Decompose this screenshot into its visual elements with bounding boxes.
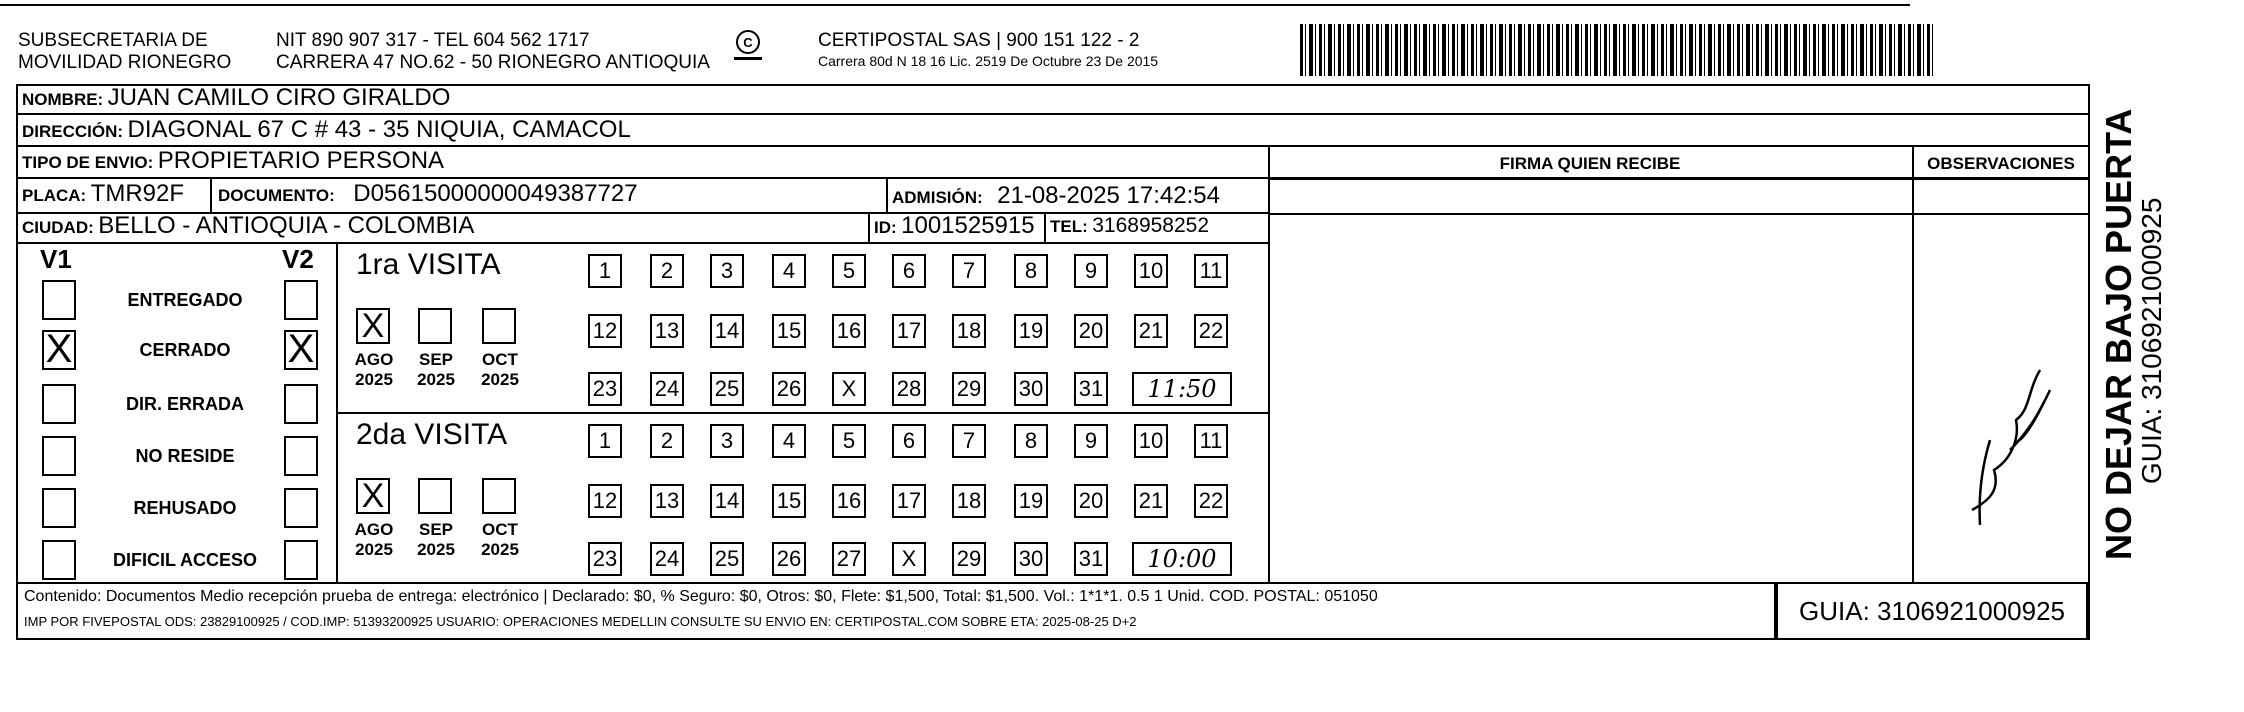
month-label: SEP [418, 350, 454, 369]
firma-label: FIRMA QUIEN RECIBE [1499, 154, 1681, 173]
tel-row [1050, 212, 1209, 242]
courier-line-1: CERTIPOSTAL SAS | 900 151 122 - 2 [818, 30, 1140, 51]
placa-label: PLACA: [22, 186, 87, 205]
visit-title: 2da VISITA [356, 418, 508, 451]
day-box[interactable]: 12 [588, 314, 622, 348]
day-box[interactable]: 15 [772, 484, 806, 518]
day-box[interactable]: 20 [1074, 314, 1108, 348]
documento-label: DOCUMENTO: [218, 186, 335, 205]
v2-checkbox[interactable] [284, 384, 318, 424]
day-box[interactable]: 26 [772, 542, 806, 576]
day-box[interactable]: 2 [650, 254, 684, 288]
reason-label: REHUSADO [133, 498, 237, 518]
year-label: 2025 [355, 370, 393, 389]
rule-sign-body [1268, 213, 2090, 215]
visit-time: 11:50 [1132, 372, 1232, 406]
year-label: 2025 [355, 540, 393, 559]
observaciones-label: OBSERVACIONES [1927, 154, 2075, 173]
reason-label: NO RESIDE [135, 446, 235, 466]
nombre-value: JUAN CAMILO CIRO GIRALDO [107, 84, 451, 111]
day-box[interactable]: 17 [892, 484, 926, 518]
direccion-value: DIAGONAL 67 C # 43 - 35 NIQUIA, CAMACOL [127, 116, 631, 143]
day-box[interactable]: 23 [588, 372, 622, 406]
v1-checkbox[interactable] [42, 488, 76, 528]
tel-label: TEL: [1050, 217, 1088, 236]
day-box[interactable]: 31 [1074, 542, 1108, 576]
v1-checkbox[interactable] [42, 540, 76, 580]
placa-row [22, 180, 184, 211]
day-box[interactable]: 4 [772, 254, 806, 288]
direccion-label: DIRECCIÓN: [22, 122, 124, 141]
day-box[interactable]: 17 [892, 314, 926, 348]
id-value: 1001525915 [901, 212, 1035, 239]
admision-label: ADMISIÓN: [892, 188, 983, 207]
day-box[interactable]: 14 [710, 484, 744, 518]
firma-header [1268, 150, 1912, 179]
entity-line-2: MOVILIDAD RIONEGRO [18, 52, 232, 73]
direccion-row [22, 116, 631, 147]
year-label: 2025 [481, 540, 519, 559]
col-divider-obs [1912, 145, 1914, 582]
year-label: 2025 [481, 370, 519, 389]
day-box[interactable]: 28 [892, 372, 926, 406]
day-box[interactable]: 13 [650, 314, 684, 348]
address-line: CARRERA 47 NO.62 - 50 RIONEGRO ANTIOQUIA [276, 52, 710, 73]
day-box[interactable]: 8 [1014, 424, 1048, 458]
day-box[interactable]: 26 [772, 372, 806, 406]
day-box[interactable]: 25 [710, 542, 744, 576]
v1-checkbox[interactable] [42, 280, 76, 320]
v2-checkbox[interactable] [284, 488, 318, 528]
v2-checkbox[interactable] [284, 540, 318, 580]
tipo-row [22, 147, 444, 178]
day-box[interactable]: 9 [1074, 254, 1108, 288]
month-label: AGO [354, 520, 394, 539]
day-box[interactable]: 10 [1134, 254, 1168, 288]
day-box[interactable]: 6 [892, 424, 926, 458]
year-label: 2025 [417, 370, 455, 389]
day-box[interactable]: 10 [1134, 424, 1168, 458]
day-box[interactable]: 19 [1014, 484, 1048, 518]
day-box[interactable]: 3 [710, 254, 744, 288]
day-box[interactable]: 29 [952, 542, 986, 576]
v1-checkbox[interactable] [42, 384, 76, 424]
day-box[interactable]: X [892, 542, 926, 576]
day-box[interactable]: 12 [588, 484, 622, 518]
reason-label: CERRADO [139, 340, 231, 360]
month-checkbox[interactable]: X [356, 478, 390, 514]
day-box[interactable]: 7 [952, 424, 986, 458]
ciudad-row [22, 212, 474, 243]
entity-contact [276, 30, 710, 74]
v1-header: V1 [40, 244, 72, 274]
day-box[interactable]: 8 [1014, 254, 1048, 288]
courier-logo-icon [730, 28, 766, 64]
day-box[interactable]: 5 [832, 424, 866, 458]
tel-value: 3168958252 [1092, 214, 1210, 237]
day-box[interactable]: 5 [832, 254, 866, 288]
day-box[interactable]: 21 [1134, 484, 1168, 518]
day-box[interactable]: 27 [832, 542, 866, 576]
month-label: OCT [482, 350, 518, 369]
day-box[interactable]: 19 [1014, 314, 1048, 348]
day-box[interactable]: 16 [832, 484, 866, 518]
ciudad-label: CIUDAD: [22, 218, 94, 237]
day-box[interactable]: 30 [1014, 372, 1048, 406]
day-box[interactable]: 29 [952, 372, 986, 406]
day-box[interactable]: 11 [1194, 254, 1228, 288]
reason-label: DIR. ERRADA [125, 394, 244, 414]
nombre-label: NOMBRE: [22, 90, 104, 109]
day-box[interactable]: 13 [650, 484, 684, 518]
month-label: OCT [482, 520, 518, 539]
nit-line: NIT 890 907 317 - TEL 604 562 1717 [276, 30, 590, 51]
entity-line-1: SUBSECRETARIA DE [18, 30, 208, 51]
day-box[interactable]: 4 [772, 424, 806, 458]
observaciones-header [1912, 150, 2090, 179]
rule-visits-split [336, 412, 1268, 414]
month-checkbox[interactable] [482, 478, 516, 514]
day-box[interactable]: 1 [588, 254, 622, 288]
day-box[interactable]: 16 [832, 314, 866, 348]
guia-box: GUIA: 3106921000925 [1776, 582, 2088, 640]
day-box[interactable]: 2 [650, 424, 684, 458]
nombre-row [22, 84, 450, 115]
svg-text:C: C [743, 35, 753, 50]
ciudad-value: BELLO - ANTIOQUIA - COLOMBIA [98, 212, 475, 239]
tipo-value: PROPIETARIO PERSONA [157, 147, 445, 174]
day-box[interactable]: 24 [650, 542, 684, 576]
day-box[interactable]: 11 [1194, 424, 1228, 458]
contenido-line: Contenido: Documentos Medio recepción prueba de entrega: electrónico | Declarado: $0, % Seguro: $0, Otros: $0, Flete: $1,500, Total: $1,500. Vol.: 1*1*1. 0.5 1 Unid. COD. POSTAL: 051050 [24, 588, 1378, 605]
day-box[interactable]: 24 [650, 372, 684, 406]
v2-header: V2 [282, 244, 314, 274]
courier-info [818, 30, 1158, 70]
col-divider-sign [1268, 145, 1270, 582]
day-box[interactable]: 3 [710, 424, 744, 458]
day-box[interactable]: 25 [710, 372, 744, 406]
side-guia: GUIA: 3106921000925 [2136, 197, 2167, 484]
year-label: 2025 [417, 540, 455, 559]
month-checkbox[interactable]: X [356, 308, 390, 344]
day-box[interactable]: 31 [1074, 372, 1108, 406]
side-warning: NO DEJAR BAJO PUERTA [2098, 108, 2139, 560]
courier-line-2: Carrera 80d N 18 16 Lic. 2519 De Octubre 23 De 2015 [818, 53, 1159, 69]
day-box[interactable]: 18 [952, 484, 986, 518]
month-checkbox[interactable] [418, 308, 452, 344]
month-checkbox[interactable] [418, 478, 452, 514]
barcode [1300, 24, 1935, 76]
reason-label: ENTREGADO [127, 290, 243, 310]
tipo-label: TIPO DE ENVIO: [22, 153, 154, 172]
day-box[interactable]: 7 [952, 254, 986, 288]
month-checkbox[interactable] [482, 308, 516, 344]
day-box[interactable]: 1 [588, 424, 622, 458]
entity-name [18, 30, 231, 74]
day-box[interactable]: 14 [710, 314, 744, 348]
top-rule [0, 4, 1910, 6]
v2-checkbox[interactable] [284, 280, 318, 320]
day-box[interactable]: 15 [772, 314, 806, 348]
visit-title: 1ra VISITA [356, 248, 501, 281]
v2-checkbox[interactable]: X [284, 330, 318, 370]
month-label: SEP [418, 520, 454, 539]
receiver-signature [1950, 340, 2070, 545]
day-box[interactable]: X [832, 372, 866, 406]
day-box[interactable]: 6 [892, 254, 926, 288]
imp-line: IMP POR FIVEPOSTAL ODS: 23829100925 / COD.IMP: 51393200925 USUARIO: OPERACIONES MEDELLIN CONSULTE SU ENVIO EN: CERTIPOSTAL.COM SOBRE ETA: 2025-08-25 D+2 [24, 614, 1137, 629]
day-box[interactable]: 18 [952, 314, 986, 348]
col-divider-visits [336, 242, 338, 582]
admision-value: 21-08-2025 17:42:54 [997, 182, 1220, 209]
day-box[interactable]: 23 [588, 542, 622, 576]
admision-row [892, 182, 1220, 213]
day-box[interactable]: 22 [1194, 314, 1228, 348]
id-row [874, 212, 1035, 243]
v2-checkbox[interactable] [284, 436, 318, 476]
day-box[interactable]: 20 [1074, 484, 1108, 518]
id-label: ID: [874, 218, 897, 237]
day-box[interactable]: 30 [1014, 542, 1048, 576]
reason-label: DIFICIL ACCESO [112, 550, 257, 570]
v1-checkbox[interactable] [42, 436, 76, 476]
day-box[interactable]: 9 [1074, 424, 1108, 458]
day-box[interactable]: 21 [1134, 314, 1168, 348]
month-label: AGO [354, 350, 394, 369]
placa-value: TMR92F [90, 180, 185, 207]
documento-value: D05615000000049387727 [353, 180, 638, 207]
v1-checkbox[interactable]: X [42, 330, 76, 370]
day-box[interactable]: 22 [1194, 484, 1228, 518]
visit-time: 10:00 [1132, 542, 1232, 576]
documento-row [218, 180, 638, 211]
